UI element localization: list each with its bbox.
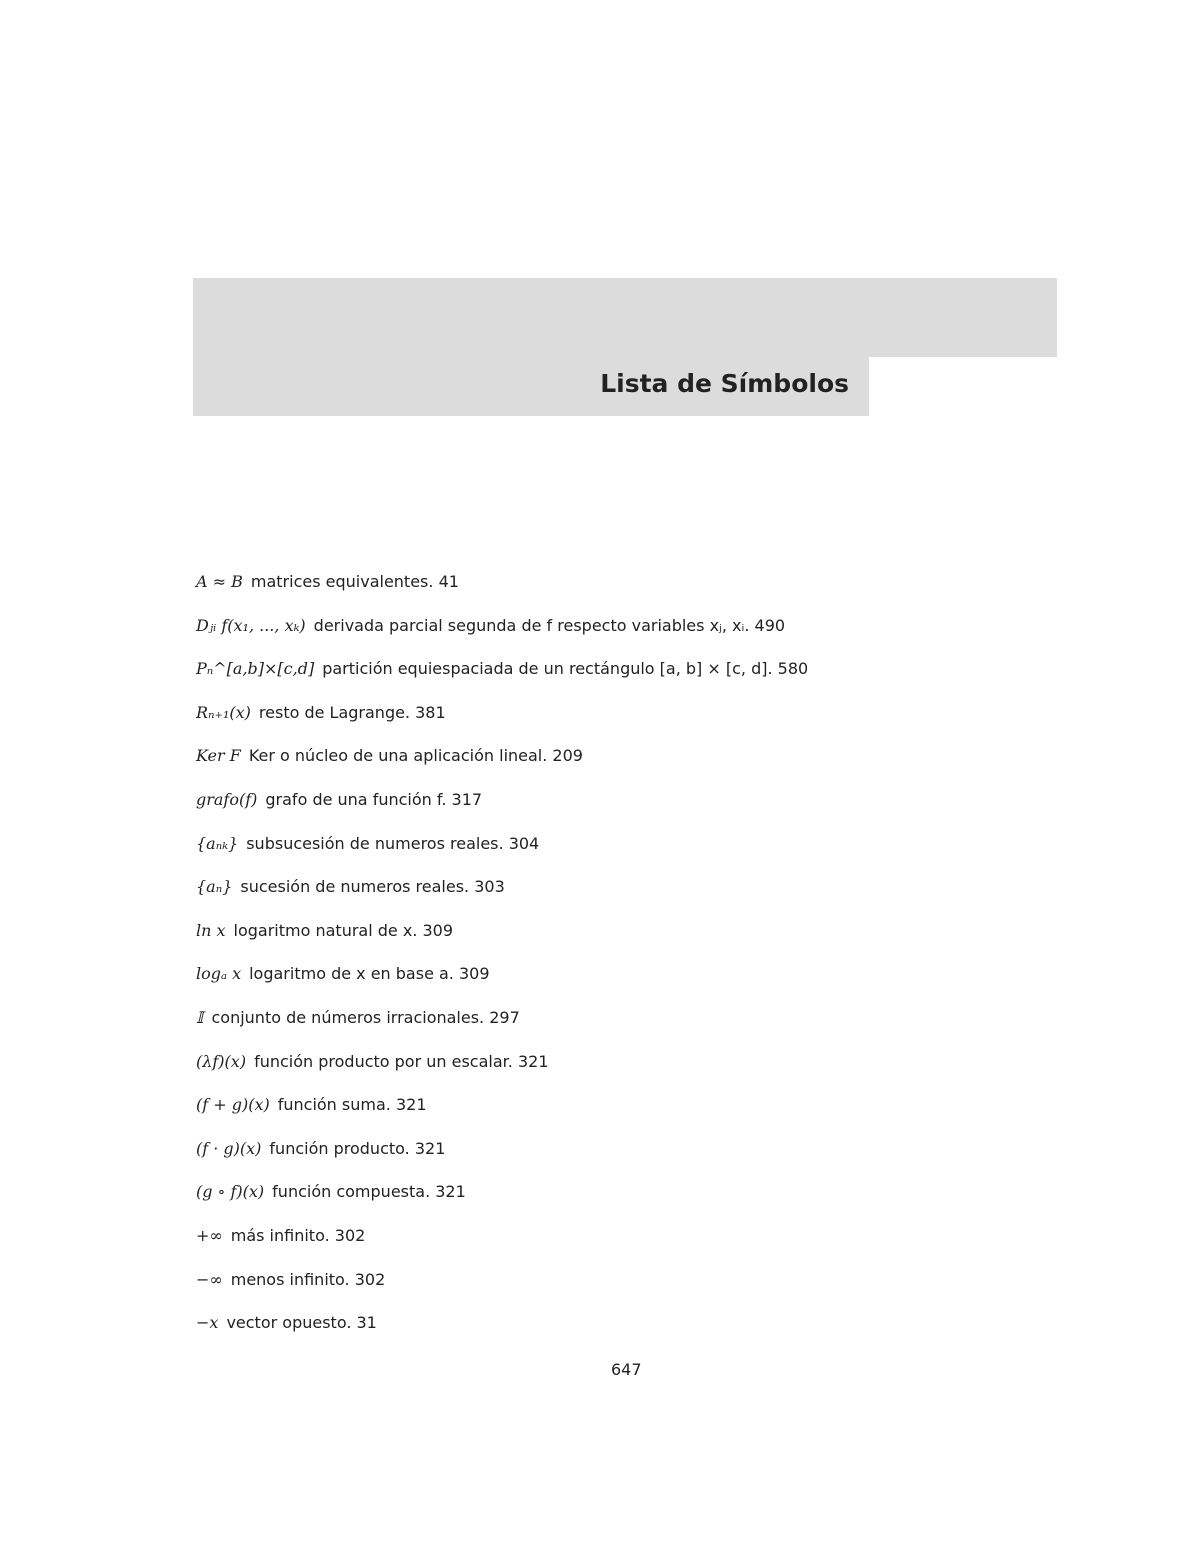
page-reference: 317 (451, 789, 483, 809)
symbol-description: matrices equivalentes. (250, 572, 434, 591)
symbol-entry (196, 873, 996, 917)
page-reference: 302 (354, 1269, 386, 1289)
symbol: Ker F (196, 746, 241, 766)
page-reference: 321 (395, 1095, 427, 1115)
symbol: −∞ (196, 1269, 223, 1289)
symbol-entry (196, 568, 996, 612)
symbol-description: logaritmo natural de x. (233, 920, 418, 940)
symbol-description: subsucesión de numeros reales. (246, 833, 504, 853)
symbol: ln x (196, 920, 226, 940)
chapter-header-band (193, 278, 1057, 357)
symbol: logₐ x (196, 964, 242, 984)
page-reference: 580 (777, 659, 809, 679)
symbol: Rₙ₊₁(x) (196, 702, 251, 722)
symbol-entry (196, 1266, 996, 1310)
symbol-entry (196, 1004, 996, 1048)
symbol-description: derivada parcial segunda de f respecto variables xⱼ, xᵢ. (313, 615, 750, 635)
symbol-entry (196, 917, 996, 961)
page-reference: 309 (422, 920, 454, 940)
symbol-description: función producto por un escalar. (254, 1051, 513, 1071)
symbol: A ≈ B (196, 572, 243, 591)
page-reference: 321 (435, 1182, 466, 1202)
chapter-title-band (193, 357, 869, 416)
symbol: +∞ (196, 1225, 223, 1245)
page-number: 647 (611, 1360, 642, 1379)
symbol-description: sucesión de numeros reales. (240, 877, 470, 897)
symbol: {aₙ} (196, 877, 233, 897)
symbol: −x (196, 1313, 219, 1333)
symbol-entry (196, 1091, 996, 1135)
symbol-description: grafo de una función f. (265, 789, 447, 809)
page-reference: 302 (334, 1225, 366, 1245)
page-reference: 321 (414, 1138, 446, 1158)
symbol-entry (196, 1178, 996, 1222)
symbol: 𝕀 (196, 1007, 204, 1027)
symbol-entry (196, 1135, 996, 1179)
symbol-entry (196, 1222, 996, 1266)
symbol-entry (196, 742, 996, 786)
page-reference: 209 (552, 746, 583, 766)
symbol: Pₙ^[a,b]×[c,d] (196, 659, 315, 679)
page-reference: 303 (474, 877, 505, 897)
symbol-entry (196, 612, 996, 656)
symbol-description: partición equiespaciada de un rectángulo [a, b] × [c, d]. (322, 659, 773, 679)
symbol-entry (196, 786, 996, 830)
symbol-description: función suma. (277, 1095, 391, 1115)
symbol-description: resto de Lagrange. (258, 702, 411, 722)
page-reference: 304 (508, 833, 540, 853)
symbol-entry (196, 1309, 996, 1353)
symbol: {aₙₖ} (196, 833, 239, 853)
symbol-entry (196, 699, 996, 743)
symbol-entry (196, 830, 996, 874)
symbol: grafo(f) (196, 789, 258, 809)
page-reference: 297 (489, 1007, 520, 1027)
page-reference: 41 (438, 572, 459, 591)
symbol-description: logaritmo de x en base a. (249, 964, 454, 984)
symbol-entry (196, 655, 996, 699)
symbol-description: menos infinito. (230, 1269, 350, 1289)
symbol-description: Ker o núcleo de una aplicación lineal. (248, 746, 548, 766)
symbol-description: conjunto de números irracionales. (211, 1007, 485, 1027)
symbol: (λf)(x) (196, 1051, 247, 1071)
chapter-title: Lista de Símbolos (600, 369, 849, 398)
page-reference: 381 (415, 702, 446, 722)
symbol: (f + g)(x) (196, 1095, 270, 1115)
symbol: Dⱼᵢ f(x₁, ..., xₖ) (196, 615, 306, 635)
symbol: (f · g)(x) (196, 1138, 262, 1158)
page-reference: 490 (754, 615, 786, 635)
page-reference: 321 (517, 1051, 549, 1071)
symbol: (g ∘ f)(x) (196, 1182, 265, 1202)
symbol-list (196, 568, 996, 1353)
symbol-description: más infinito. (230, 1225, 330, 1245)
symbol-description: función compuesta. (272, 1182, 431, 1202)
symbol-entry (196, 960, 996, 1004)
page-reference: 309 (458, 964, 490, 984)
page-reference: 31 (356, 1313, 377, 1333)
symbol-description: función producto. (269, 1138, 410, 1158)
symbol-entry (196, 1048, 996, 1092)
symbol-description: vector opuesto. (226, 1313, 352, 1333)
